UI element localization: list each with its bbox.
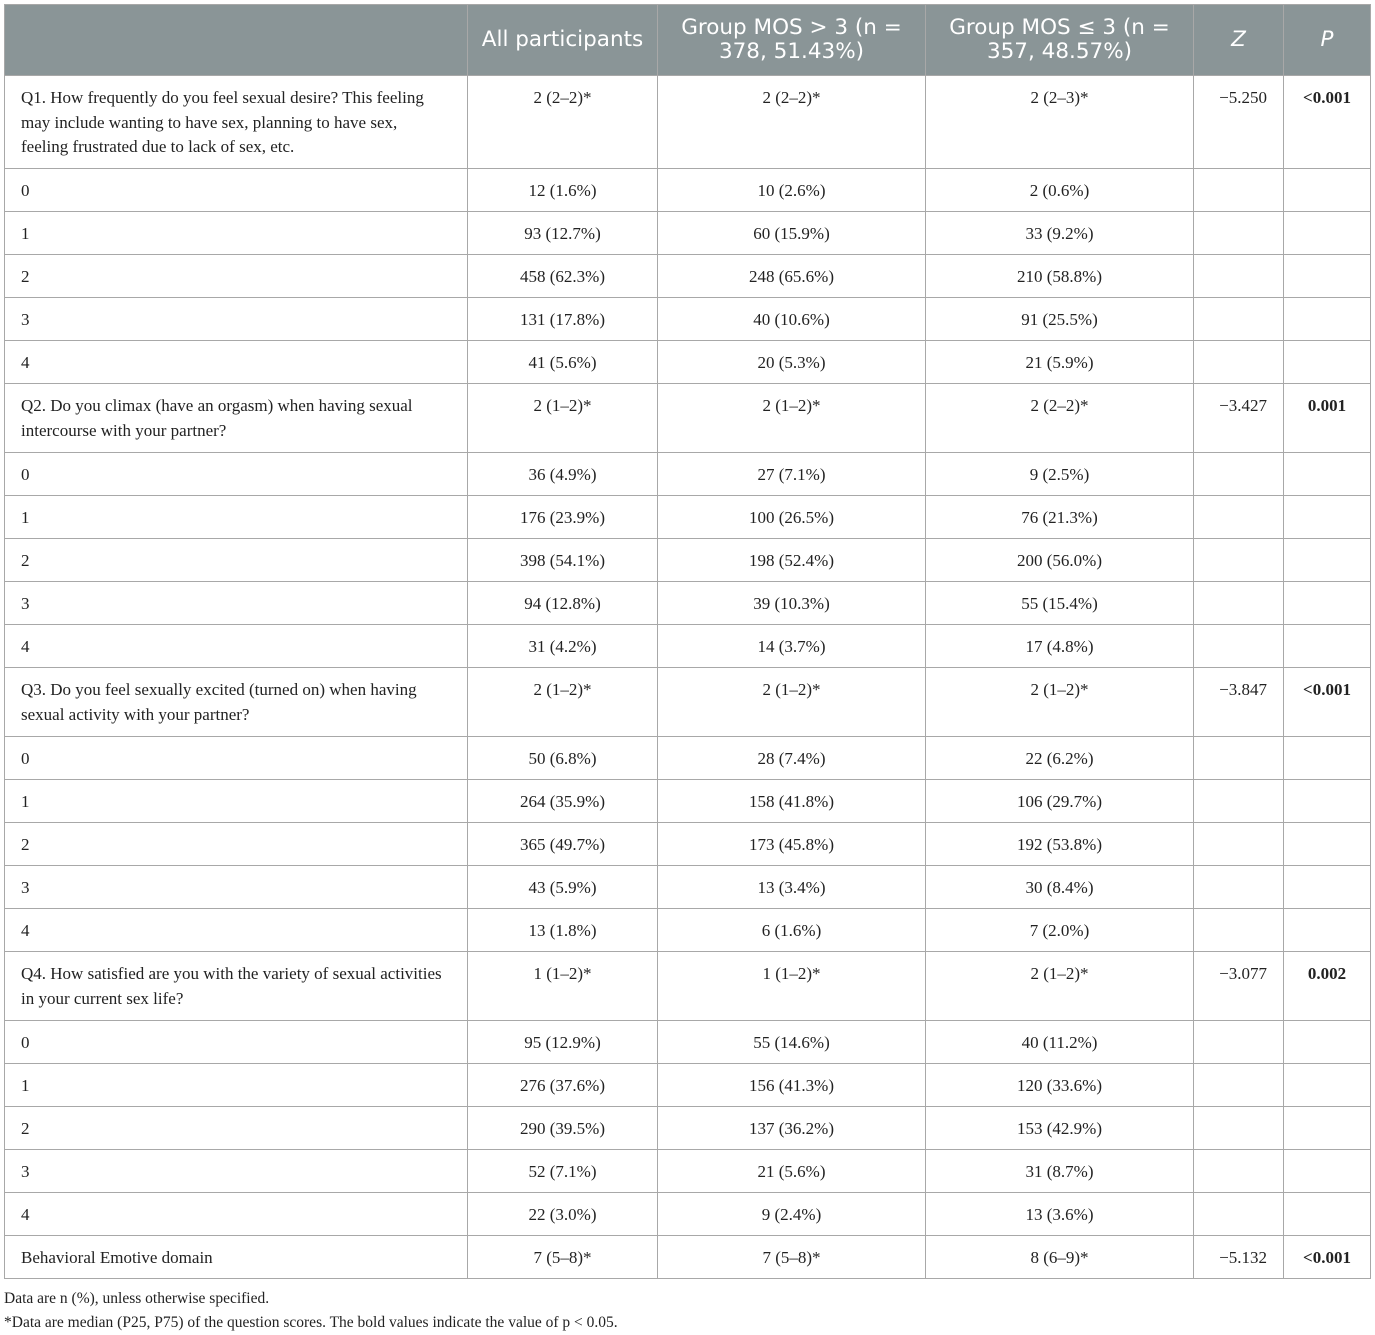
summary-mos-le-3: 2 (1–2)*	[926, 668, 1194, 737]
count-mos-le-3: 7 (2.0%)	[926, 909, 1194, 952]
empty-cell	[1284, 737, 1371, 780]
score-row	[5, 1021, 1371, 1064]
domain-z: −5.132	[1194, 1236, 1284, 1279]
p-value: 0.002	[1284, 952, 1371, 1021]
score-row	[5, 539, 1371, 582]
score-row	[5, 298, 1371, 341]
question-label: Q2. Do you climax (have an orgasm) when having sexual intercourse with your partner?	[5, 384, 468, 453]
count-mos-gt-3: 55 (14.6%)	[658, 1021, 926, 1064]
score-label: 3	[5, 866, 468, 909]
score-row	[5, 212, 1371, 255]
count-mos-gt-3: 27 (7.1%)	[658, 453, 926, 496]
empty-cell	[1194, 212, 1284, 255]
question-row	[5, 76, 1371, 169]
domain-all: 7 (5–8)*	[468, 1236, 658, 1279]
empty-cell	[1284, 866, 1371, 909]
score-row	[5, 496, 1371, 539]
count-all: 31 (4.2%)	[468, 625, 658, 668]
empty-cell	[1194, 780, 1284, 823]
count-mos-gt-3: 40 (10.6%)	[658, 298, 926, 341]
summary-mos-gt-3: 1 (1–2)*	[658, 952, 926, 1021]
empty-cell	[1284, 255, 1371, 298]
count-all: 43 (5.9%)	[468, 866, 658, 909]
empty-cell	[1194, 1064, 1284, 1107]
count-all: 41 (5.6%)	[468, 341, 658, 384]
count-mos-le-3: 210 (58.8%)	[926, 255, 1194, 298]
question-row	[5, 668, 1371, 737]
score-label: 0	[5, 169, 468, 212]
score-row	[5, 1107, 1371, 1150]
header-group-mos-le-3: Group MOS ≤ 3 (n = 357, 48.57%)	[926, 5, 1194, 76]
score-label: 2	[5, 255, 468, 298]
note-2: *Data are median (P25, P75) of the question scores. The bold values indicate the value of p < 0.05.	[4, 1314, 618, 1331]
count-mos-le-3: 106 (29.7%)	[926, 780, 1194, 823]
domain-mos-le-3: 8 (6–9)*	[926, 1236, 1194, 1279]
empty-cell	[1194, 169, 1284, 212]
domain-p: <0.001	[1284, 1236, 1371, 1279]
count-mos-le-3: 13 (3.6%)	[926, 1193, 1194, 1236]
count-mos-gt-3: 10 (2.6%)	[658, 169, 926, 212]
empty-cell	[1194, 453, 1284, 496]
count-mos-le-3: 30 (8.4%)	[926, 866, 1194, 909]
empty-cell	[1194, 1021, 1284, 1064]
score-row	[5, 866, 1371, 909]
count-mos-le-3: 40 (11.2%)	[926, 1021, 1194, 1064]
table-notes	[4, 1287, 1370, 1335]
empty-cell	[1194, 582, 1284, 625]
count-all: 36 (4.9%)	[468, 453, 658, 496]
question-label: Q4. How satisfied are you with the variety of sexual activities in your current sex life?	[5, 952, 468, 1021]
count-mos-gt-3: 156 (41.3%)	[658, 1064, 926, 1107]
count-mos-gt-3: 28 (7.4%)	[658, 737, 926, 780]
empty-cell	[1284, 496, 1371, 539]
empty-cell	[1194, 298, 1284, 341]
count-all: 52 (7.1%)	[468, 1150, 658, 1193]
count-mos-le-3: 55 (15.4%)	[926, 582, 1194, 625]
question-row	[5, 952, 1371, 1021]
z-value: −3.847	[1194, 668, 1284, 737]
score-row	[5, 737, 1371, 780]
empty-cell	[1284, 1064, 1371, 1107]
question-label: Q1. How frequently do you feel sexual desire? This feeling may include wanting to have sex, planning to have sex, feeling frustrated due to lack of sex, etc.	[5, 76, 468, 169]
score-label: 4	[5, 1193, 468, 1236]
empty-cell	[1284, 1193, 1371, 1236]
z-value: −3.427	[1194, 384, 1284, 453]
table-body	[5, 76, 1371, 1279]
count-all: 131 (17.8%)	[468, 298, 658, 341]
header-p: P	[1284, 5, 1371, 76]
count-all: 176 (23.9%)	[468, 496, 658, 539]
empty-cell	[1284, 1107, 1371, 1150]
score-row	[5, 823, 1371, 866]
score-label: 0	[5, 737, 468, 780]
header-group-mos-gt-3: Group MOS > 3 (n = 378, 51.43%)	[658, 5, 926, 76]
empty-cell	[1284, 1150, 1371, 1193]
count-all: 93 (12.7%)	[468, 212, 658, 255]
count-mos-le-3: 2 (0.6%)	[926, 169, 1194, 212]
empty-cell	[1194, 1107, 1284, 1150]
summary-mos-gt-3: 2 (1–2)*	[658, 668, 926, 737]
empty-cell	[1284, 909, 1371, 952]
count-mos-le-3: 120 (33.6%)	[926, 1064, 1194, 1107]
summary-mos-gt-3: 2 (2–2)*	[658, 76, 926, 169]
table-container	[4, 4, 1370, 1335]
header-empty	[5, 5, 468, 76]
note-1: Data are n (%), unless otherwise specified.	[4, 1290, 270, 1307]
count-mos-gt-3: 198 (52.4%)	[658, 539, 926, 582]
count-mos-gt-3: 158 (41.8%)	[658, 780, 926, 823]
empty-cell	[1284, 341, 1371, 384]
empty-cell	[1194, 1150, 1284, 1193]
count-mos-le-3: 21 (5.9%)	[926, 341, 1194, 384]
summary-all: 2 (1–2)*	[468, 668, 658, 737]
score-row	[5, 1193, 1371, 1236]
header-all-participants: All participants	[468, 5, 658, 76]
count-all: 365 (49.7%)	[468, 823, 658, 866]
count-mos-le-3: 9 (2.5%)	[926, 453, 1194, 496]
score-label: 2	[5, 823, 468, 866]
domain-mos-gt-3: 7 (5–8)*	[658, 1236, 926, 1279]
summary-mos-le-3: 2 (2–3)*	[926, 76, 1194, 169]
summary-mos-le-3: 2 (1–2)*	[926, 952, 1194, 1021]
results-table	[4, 4, 1371, 1279]
score-label: 1	[5, 496, 468, 539]
empty-cell	[1284, 780, 1371, 823]
count-all: 95 (12.9%)	[468, 1021, 658, 1064]
summary-all: 1 (1–2)*	[468, 952, 658, 1021]
count-all: 13 (1.8%)	[468, 909, 658, 952]
z-value: −5.250	[1194, 76, 1284, 169]
count-mos-gt-3: 9 (2.4%)	[658, 1193, 926, 1236]
score-row	[5, 582, 1371, 625]
score-label: 4	[5, 909, 468, 952]
question-row	[5, 384, 1371, 453]
summary-mos-gt-3: 2 (1–2)*	[658, 384, 926, 453]
empty-cell	[1284, 625, 1371, 668]
header-z: Z	[1194, 5, 1284, 76]
score-label: 1	[5, 780, 468, 823]
count-all: 290 (39.5%)	[468, 1107, 658, 1150]
score-row	[5, 169, 1371, 212]
count-all: 12 (1.6%)	[468, 169, 658, 212]
empty-cell	[1194, 1193, 1284, 1236]
score-row	[5, 341, 1371, 384]
count-all: 50 (6.8%)	[468, 737, 658, 780]
count-mos-le-3: 91 (25.5%)	[926, 298, 1194, 341]
count-mos-gt-3: 20 (5.3%)	[658, 341, 926, 384]
score-label: 3	[5, 298, 468, 341]
empty-cell	[1284, 453, 1371, 496]
count-mos-le-3: 76 (21.3%)	[926, 496, 1194, 539]
p-value: <0.001	[1284, 76, 1371, 169]
count-all: 94 (12.8%)	[468, 582, 658, 625]
score-row	[5, 625, 1371, 668]
count-mos-gt-3: 6 (1.6%)	[658, 909, 926, 952]
empty-cell	[1194, 496, 1284, 539]
empty-cell	[1284, 582, 1371, 625]
count-mos-gt-3: 173 (45.8%)	[658, 823, 926, 866]
empty-cell	[1284, 169, 1371, 212]
count-all: 398 (54.1%)	[468, 539, 658, 582]
count-all: 264 (35.9%)	[468, 780, 658, 823]
count-all: 458 (62.3%)	[468, 255, 658, 298]
summary-mos-le-3: 2 (2–2)*	[926, 384, 1194, 453]
count-mos-le-3: 200 (56.0%)	[926, 539, 1194, 582]
count-mos-le-3: 17 (4.8%)	[926, 625, 1194, 668]
empty-cell	[1194, 909, 1284, 952]
count-mos-gt-3: 39 (10.3%)	[658, 582, 926, 625]
score-row	[5, 780, 1371, 823]
z-value: −3.077	[1194, 952, 1284, 1021]
count-all: 276 (37.6%)	[468, 1064, 658, 1107]
count-mos-gt-3: 100 (26.5%)	[658, 496, 926, 539]
score-row	[5, 255, 1371, 298]
p-value: 0.001	[1284, 384, 1371, 453]
count-mos-gt-3: 14 (3.7%)	[658, 625, 926, 668]
count-mos-le-3: 31 (8.7%)	[926, 1150, 1194, 1193]
count-mos-gt-3: 60 (15.9%)	[658, 212, 926, 255]
empty-cell	[1194, 823, 1284, 866]
domain-label: Behavioral Emotive domain	[5, 1236, 468, 1279]
score-label: 3	[5, 1150, 468, 1193]
empty-cell	[1194, 737, 1284, 780]
count-mos-le-3: 153 (42.9%)	[926, 1107, 1194, 1150]
empty-cell	[1284, 298, 1371, 341]
count-all: 22 (3.0%)	[468, 1193, 658, 1236]
domain-total-row	[5, 1236, 1371, 1279]
count-mos-gt-3: 137 (36.2%)	[658, 1107, 926, 1150]
score-row	[5, 1150, 1371, 1193]
score-label: 4	[5, 625, 468, 668]
empty-cell	[1284, 823, 1371, 866]
score-label: 4	[5, 341, 468, 384]
empty-cell	[1284, 1021, 1371, 1064]
empty-cell	[1194, 341, 1284, 384]
count-mos-gt-3: 21 (5.6%)	[658, 1150, 926, 1193]
count-mos-gt-3: 248 (65.6%)	[658, 255, 926, 298]
score-label: 0	[5, 453, 468, 496]
empty-cell	[1194, 866, 1284, 909]
score-row	[5, 453, 1371, 496]
empty-cell	[1194, 625, 1284, 668]
empty-cell	[1194, 255, 1284, 298]
summary-all: 2 (1–2)*	[468, 384, 658, 453]
score-label: 3	[5, 582, 468, 625]
empty-cell	[1284, 212, 1371, 255]
count-mos-le-3: 33 (9.2%)	[926, 212, 1194, 255]
summary-all: 2 (2–2)*	[468, 76, 658, 169]
score-label: 1	[5, 1064, 468, 1107]
p-value: <0.001	[1284, 668, 1371, 737]
empty-cell	[1194, 539, 1284, 582]
score-label: 1	[5, 212, 468, 255]
header-row	[5, 5, 1371, 76]
score-row	[5, 909, 1371, 952]
count-mos-le-3: 22 (6.2%)	[926, 737, 1194, 780]
score-label: 2	[5, 539, 468, 582]
score-label: 0	[5, 1021, 468, 1064]
empty-cell	[1284, 539, 1371, 582]
score-row	[5, 1064, 1371, 1107]
count-mos-gt-3: 13 (3.4%)	[658, 866, 926, 909]
count-mos-le-3: 192 (53.8%)	[926, 823, 1194, 866]
question-label: Q3. Do you feel sexually excited (turned on) when having sexual activity with your partner?	[5, 668, 468, 737]
score-label: 2	[5, 1107, 468, 1150]
